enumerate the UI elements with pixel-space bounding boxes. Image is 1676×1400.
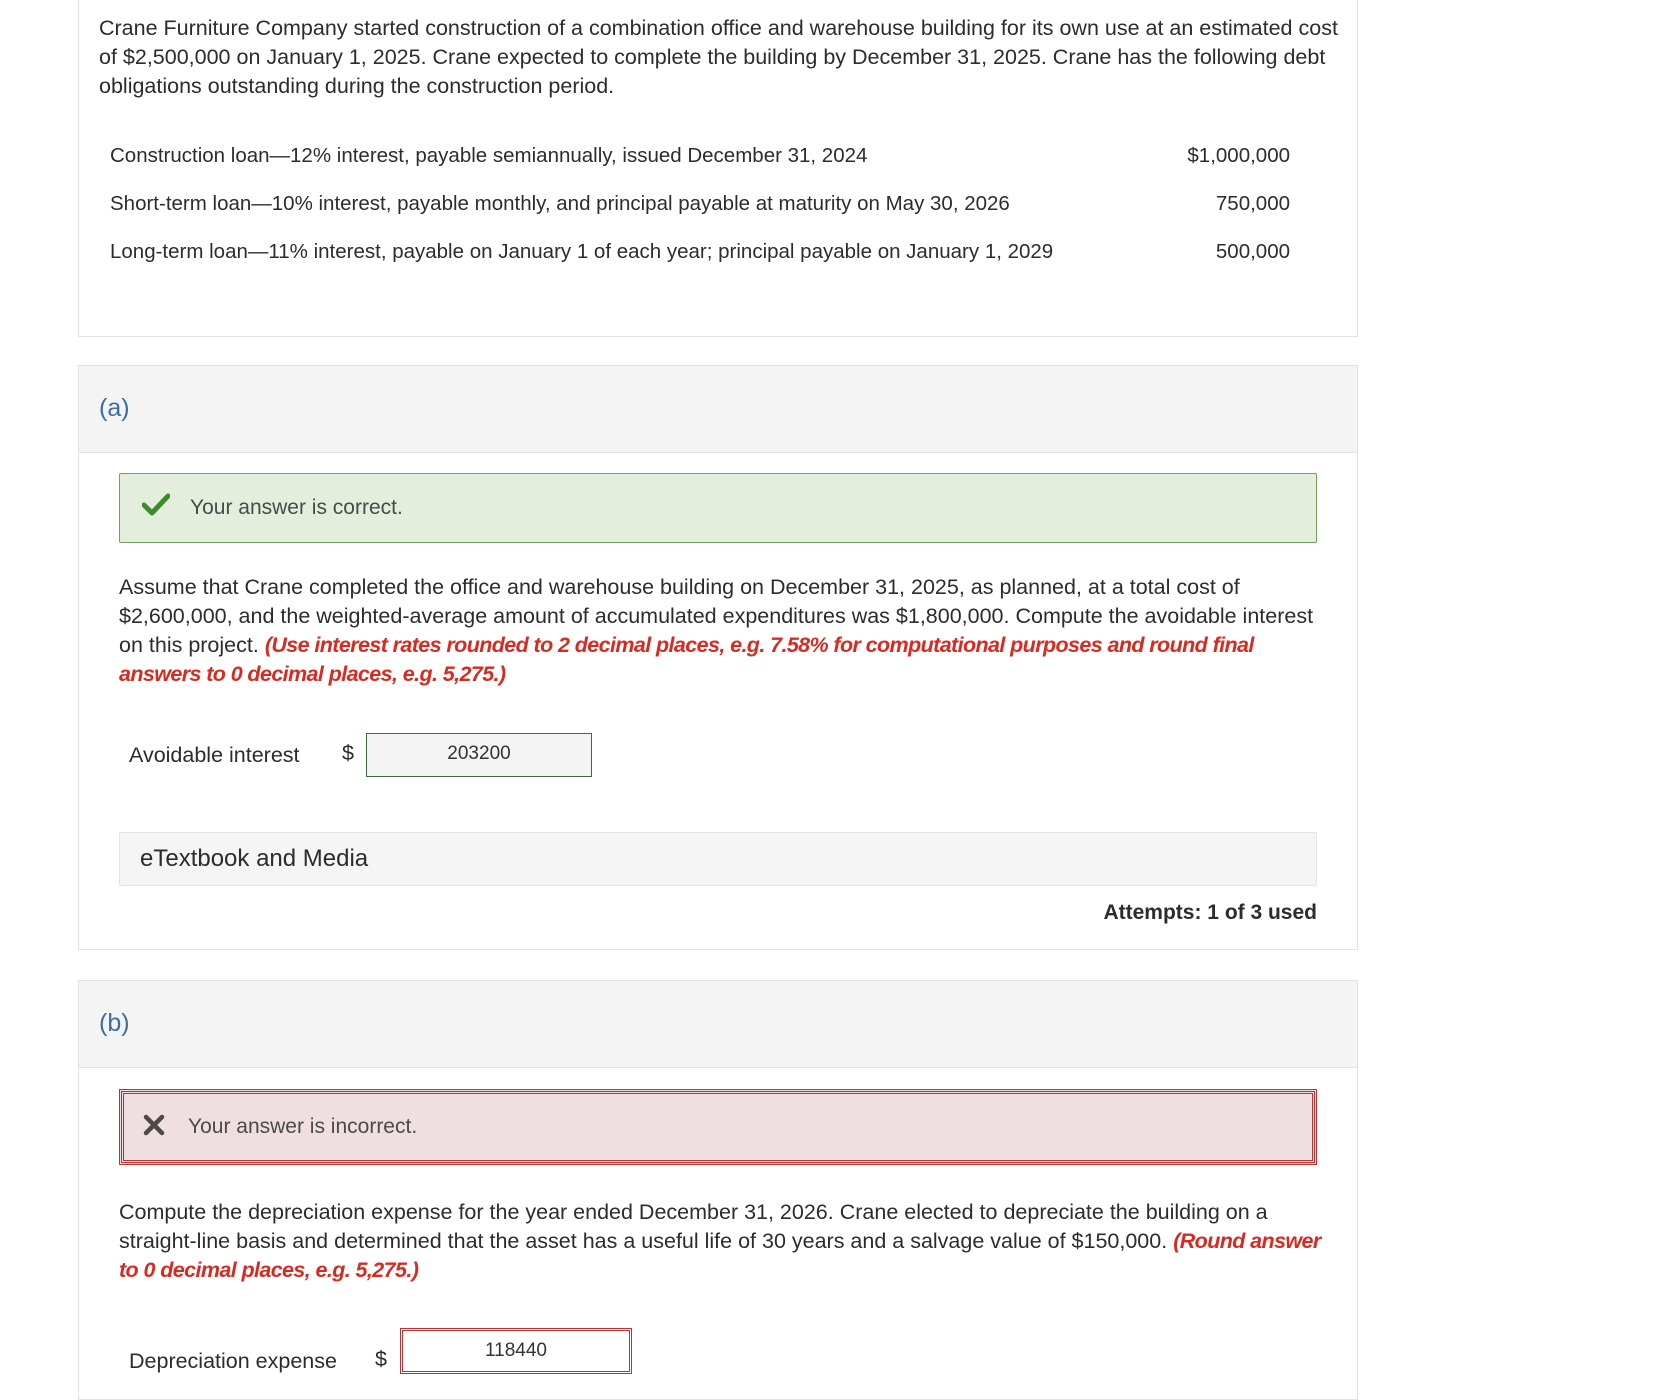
part-b-label: (b) xyxy=(99,1009,130,1037)
currency-symbol: $ xyxy=(375,1347,387,1371)
avoidable-interest-input[interactable]: 203200 xyxy=(366,733,592,777)
loan-amount: 750,000 xyxy=(1215,192,1290,215)
part-b-header xyxy=(79,981,1357,1068)
avoidable-interest-label: Avoidable interest xyxy=(129,743,300,767)
part-b-panel xyxy=(78,980,1358,1400)
loan-description: Short-term loan—10% interest, payable monthly, and principal payable at maturity on May 30, 2026 xyxy=(110,192,1010,215)
part-a-panel xyxy=(78,365,1358,950)
etextbook-label: eTextbook and Media xyxy=(140,845,369,872)
loan-amount: 500,000 xyxy=(1215,240,1290,263)
loan-amount: $1,000,000 xyxy=(1187,144,1290,167)
checkmark-icon xyxy=(142,492,170,521)
loan-description: Long-term loan—11% interest, payable on January 1 of each year; principal payable on January 1, 2029 xyxy=(110,240,1054,263)
depreciation-expense-input[interactable]: 118440 xyxy=(400,1328,632,1374)
attempts-counter: Attempts: 1 of 3 used xyxy=(1103,901,1317,924)
part-a-header xyxy=(79,366,1357,453)
part-b-question xyxy=(119,1198,1324,1285)
x-icon xyxy=(143,1114,165,1141)
incorrect-feedback-banner xyxy=(119,1089,1317,1165)
feedback-text: Your answer is correct. xyxy=(190,496,403,519)
depreciation-expense-label: Depreciation expense xyxy=(129,1349,337,1373)
problem-statement-panel xyxy=(78,0,1358,337)
loan-description: Construction loan—12% interest, payable semiannually, issued December 31, 2024 xyxy=(110,144,868,167)
question-text: Compute the depreciation expense for the year ended December 31, 2026. Crane elected to depreciate the building on a straight-line basis and determined that the asset has a useful life of 30 years and a salvage value of $150,000. xyxy=(119,1200,1268,1253)
correct-feedback-banner xyxy=(119,473,1317,543)
rounding-hint: (Use interest rates rounded to 2 decimal places, e.g. 7.58% for computational purposes and round final answers to 0 decimal places, e.g. 5,275.) xyxy=(119,633,1254,686)
rounding-hint: (Round answer to 0 decimal places, e.g. 5,275.) xyxy=(119,1229,1321,1282)
part-a-label: (a) xyxy=(99,394,130,422)
problem-statement: Crane Furniture Company started construction of a combination office and warehouse building for its own use at an estimated cost of $2,500,000 on January 1, 2025. Crane expected to complete the building by December 31, 2025. Crane has the following debt obligations outstanding during the construction period. xyxy=(99,16,1338,98)
etextbook-media-button[interactable] xyxy=(119,832,1317,886)
part-a-question xyxy=(119,573,1324,689)
feedback-text: Your answer is incorrect. xyxy=(188,1115,418,1138)
currency-symbol: $ xyxy=(342,741,354,765)
question-text: Assume that Crane completed the office and warehouse building on December 31, 2025, as planned, at a total cost of $2,600,000, and the weighted-average amount of accumulated expenditures was $1,800,000. Compute the avoidable interest on this project. xyxy=(119,575,1314,657)
